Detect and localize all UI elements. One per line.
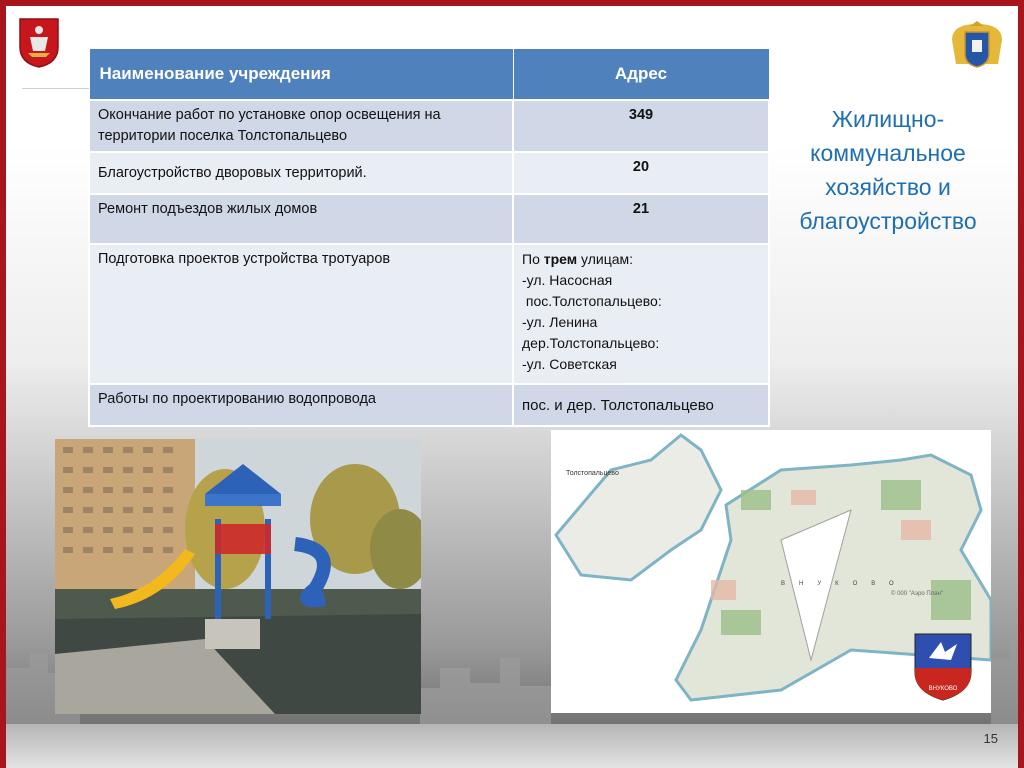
works-table — [88, 48, 770, 427]
row-value: пос. и дер. Толстопальцево — [513, 384, 769, 426]
table-row — [89, 244, 769, 384]
column-header-address: Адрес — [513, 49, 769, 101]
row-name: Подготовка проектов устройства тротуаров — [89, 244, 513, 384]
address-intro: По трем улицам: — [522, 251, 634, 267]
map-label: Толстопальцево — [566, 470, 619, 477]
district-coat-of-arms-icon — [948, 20, 1006, 70]
row-name: Ремонт подъездов жилых домов — [89, 194, 513, 244]
row-value: 349 — [513, 100, 769, 152]
row-name: Окончание работ по установке опор освещения на территории поселка Толстопальцево — [89, 100, 513, 152]
address-line: -ул. Насосная — [522, 272, 613, 288]
table-row — [89, 152, 769, 194]
moscow-coat-of-arms-icon — [18, 17, 60, 69]
divider — [22, 88, 92, 89]
table-row — [89, 384, 769, 426]
table-row — [89, 194, 769, 244]
table-row — [89, 100, 769, 152]
address-line: -ул. Советская — [522, 356, 617, 372]
row-address-list — [513, 244, 769, 384]
map-copyright: © 000 "Аэро План" — [891, 591, 944, 597]
row-name: Благоустройство дворовых территорий. — [89, 152, 513, 194]
svg-text:ВНУКОВО: ВНУКОВО — [928, 686, 958, 692]
address-line: -ул. Ленина — [522, 314, 598, 330]
playground-photo — [55, 439, 421, 714]
slide-number: 15 — [983, 731, 998, 746]
vnukovo-coat-of-arms-icon — [911, 630, 975, 702]
address-line: пос.Толстопальцево: — [522, 293, 662, 309]
column-header-institution: Наименование учреждения — [89, 49, 513, 101]
section-title: Жилищно- коммунальное хозяйство и благоустройство — [799, 106, 977, 234]
district-map — [551, 430, 991, 713]
row-value: 21 — [513, 194, 769, 244]
row-name: Работы по проектированию водопровода — [89, 384, 513, 426]
address-line: дер.Толстопальцево: — [522, 335, 660, 351]
map-airport-label: ВНУКОВО — [781, 581, 908, 587]
row-value: 20 — [513, 152, 769, 194]
